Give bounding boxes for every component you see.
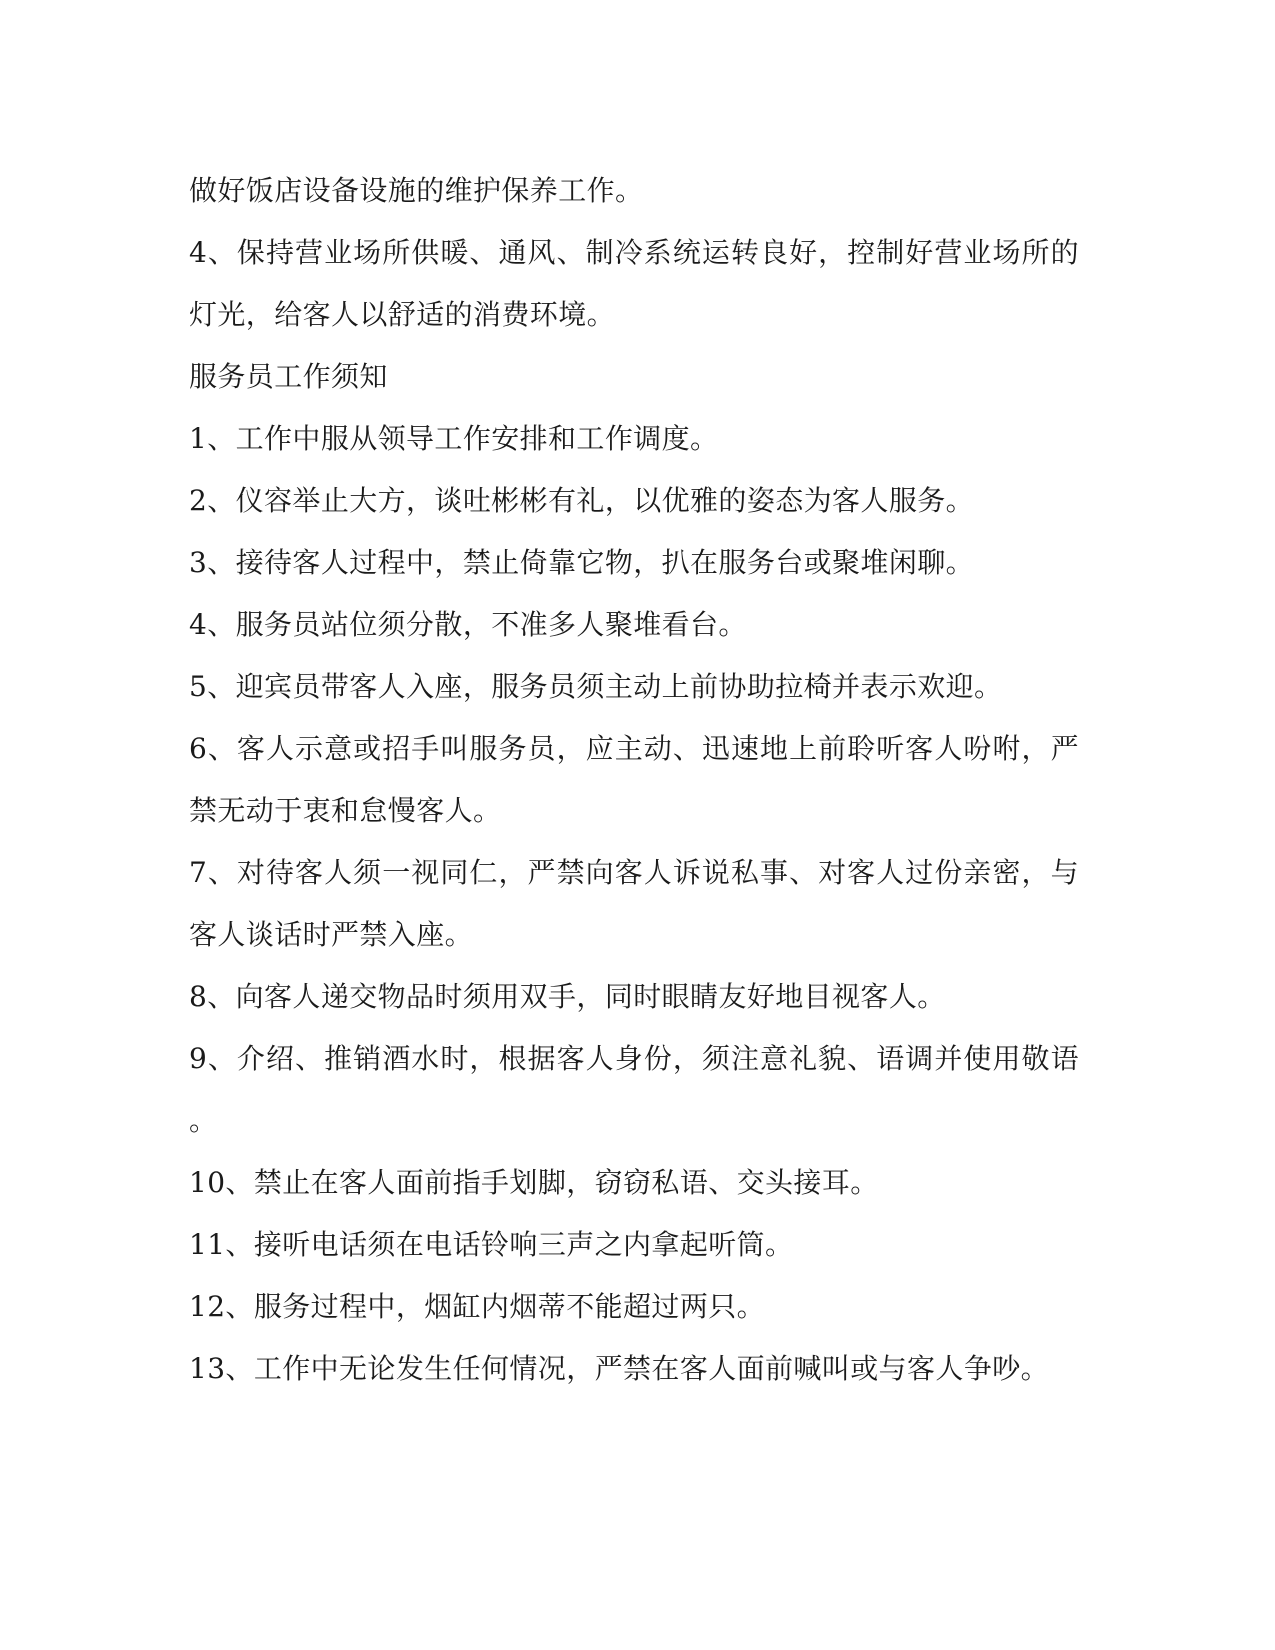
list-item: 6、客人示意或招手叫服务员，应主动、迅速地上前聆听客人吩咐，严: [189, 732, 1079, 765]
list-item: 2、仪容举止大方，谈吐彬彬有礼，以优雅的姿态为客人服务。: [189, 484, 975, 517]
section-heading: 服务员工作须知: [189, 360, 388, 393]
list-item-continuation: 。: [189, 1104, 218, 1137]
document-body: [189, 160, 1079, 1400]
list-item: 4、服务员站位须分散，不准多人聚堆看台。: [189, 608, 747, 641]
paragraph-line: 做好饭店设备设施的维护保养工作。: [189, 174, 644, 207]
paragraph-line: 4、保持营业场所供暖、通风、制冷系统运转良好，控制好营业场所的: [189, 236, 1079, 269]
list-item: 1、工作中服从领导工作安排和工作调度。: [189, 422, 719, 455]
paragraph-line: 灯光，给客人以舒适的消费环境。: [189, 298, 616, 331]
list-item: 5、迎宾员带客人入座，服务员须主动上前协助拉椅并表示欢迎。: [189, 670, 1003, 703]
list-item: 3、接待客人过程中，禁止倚靠它物，扒在服务台或聚堆闲聊。: [189, 546, 975, 579]
list-item: 11、接听电话须在电话铃响三声之内拿起听筒。: [189, 1228, 794, 1261]
list-item: 8、向客人递交物品时须用双手，同时眼睛友好地目视客人。: [189, 980, 946, 1013]
list-item-continuation: 客人谈话时严禁入座。: [189, 918, 474, 951]
list-item: 9、介绍、推销酒水时，根据客人身份，须注意礼貌、语调并使用敬语: [189, 1042, 1079, 1075]
list-item: 13、工作中无论发生任何情况，严禁在客人面前喊叫或与客人争吵。: [189, 1352, 1050, 1385]
list-item: 12、服务过程中，烟缸内烟蒂不能超过两只。: [189, 1290, 766, 1323]
list-item: 7、对待客人须一视同仁，严禁向客人诉说私事、对客人过份亲密，与: [189, 856, 1079, 889]
list-item-continuation: 禁无动于衷和怠慢客人。: [189, 794, 502, 827]
list-item: 10、禁止在客人面前指手划脚，窃窃私语、交头接耳。: [189, 1166, 879, 1199]
